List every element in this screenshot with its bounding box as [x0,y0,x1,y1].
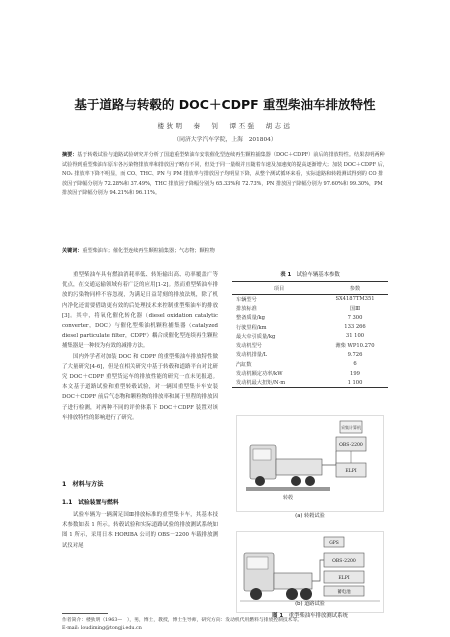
section-heading-1-1: 1.1 试验装置与燃料 [62,500,119,506]
table-row [232,341,388,350]
table-cell: 1 100 [322,378,388,387]
figure-caption-b: (b) 道路试验 [295,601,325,607]
table-cell: 最大牵引质量/kg [236,333,276,340]
table-row [232,350,388,359]
keywords-label: 关键词： [62,248,83,254]
table-caption: 试验车辆基本参数 [296,272,340,278]
table-cell: 潍柴 WP10.270 [335,343,375,350]
figure-caption-a: (a) 转毂试验 [295,513,325,519]
truck-tire [255,476,265,486]
affiliation: （同济大学汽车学院，上海 201804） [173,137,277,143]
truck-tire [300,588,312,600]
table-cell: 排放标准 [236,305,257,312]
table-cell: SX4187TM351 [335,296,375,303]
table-cell: 133 266 [344,324,366,331]
dyno-roller [246,487,330,491]
author-list: 楼狄明 秦 钊 谭丕强 胡志远 [157,122,293,130]
table-cell: 发动机排量/L [236,352,268,359]
intro-paragraph-1: 重型柴油车具有燃油消耗率低、转矩输出高、功率覆盖广等优点，在交通运输领域有着广泛的应用[1-2]。然而重型柴油车排放的污染物同样不容忽视，为满足日益苛刻的排放法规，除了机内净化还需要借助更有效的后处理技术来控制重型柴油车的排放[3]。其中，将氧化催化转化器（diesel oxidation catalytic converter，DOC）与催化型柴油机颗粒捕集器（catalyzed diesel particulate filter，CDPF）耦合成催化型连续再生颗粒捕集器是一种较为有效的减排方法。 [62,272,218,350]
abstract [62,151,388,199]
intro-column [62,270,218,423]
vehicle-parameter-table [232,281,388,388]
truck-illustration [244,553,312,600]
table-title [232,270,388,278]
table-row [232,378,388,387]
table-row [232,360,388,369]
obs-label: OBS-2200 [332,559,356,564]
truck-chassis [276,459,322,475]
paper-title: 基于道路与转毂的 DOC＋CDPF 重型柴油车排放特性 [74,97,376,112]
table-cell: 车辆型号 [236,296,257,303]
table-row [232,322,388,331]
table-cell: 汽缸数 [236,361,252,368]
table-cell: 9.726 [347,351,363,358]
table-row [232,369,388,378]
truck-illustration [250,445,322,486]
battery-label: 蓄电池 [337,590,351,595]
footnote-author: 作者简介：楼狄明（1963— ），男，博士，教授，博士生导师，研究方向：发动机代用燃料与排放控制技术等。 [62,618,303,623]
keywords-text: 重型柴油车；催化型连续再生颗粒捕集器；气态物；颗粒物 [82,248,215,254]
section-1-1-text: 试验车辆为一辆满足国Ⅲ排放标准的重型集卡车，其基本技术参数如表 1 所示。转毂试验和实际道路试验的排放测试系统如图 1 所示，采用日本 HORIBA 公司的 OBS－2200 车载排放测试仪对尾 [62,512,218,549]
table-row [232,304,388,313]
table-cell: 7 300 [347,314,363,321]
section-heading-1: 1 材料与方法 [62,481,104,488]
road-test-figure [236,518,384,626]
table-cell: 31 100 [345,333,365,340]
monitor-label: 采集计算机 [341,425,361,430]
elpi-label: ELPI [345,469,357,474]
truck-tire [250,588,262,600]
keywords [62,247,388,256]
table-cell: 199 [350,370,360,377]
exhaust-pipe [322,451,336,465]
table-row [232,313,388,322]
footnote [62,617,388,633]
intro-paragraph-2: 国内外学者对加装 DOC 和 CDPF 的重型柴油车排放特性做了大量研究[4-6]，但是在相关研究中基于转毂和道路平台对比研究 DOC＋CDPF 重型货运车的排放性能的研究一直未见报道。本文基于道路试验和重型转毂试验，对一辆国重型集卡车安装 DOC＋CDPF 前后气态物和颗粒物的排放率和属于里程的排放因子进行检测，对两种不同的评价体系下 DOC＋CDPF 装置对该车排放特性的影响进行了研究。 [62,353,218,421]
abstract-label: 摘要： [62,152,78,158]
dyno-test-figure [236,415,384,512]
truck-tire [291,476,301,486]
table-header-param: 参数 [322,282,388,295]
abstract-text: 基于转毂试验与道路试验研究并分析了国道重型柴油车安装催化型连续再生颗粒捕集器（DOC＋CDPF）前后的排放特性。结果表明两种试验得到重型柴油车原车各污染物排放率和排放因子略有不同，但处于同一量级并且随着车速及加速度的提高逐渐增大；加装 DOC＋CDPF 后，NOₓ 排放率下降不明显，而 CO、THC、PN 与 PM 排放率与排放因子均明显下降，从整个测试循环来看，实际道路和转毂测试得到的 CO 排放因子降幅分别为 72.28%和 37.49%，THC 排放因子降幅分别为 65.33%和 72.73%，PN 排放因子降幅分别为 97.60%和 99.30%，PM 排放因子降幅分别为 94.21%和 96.11%。 [62,152,388,197]
table-header-item: 项目 [232,282,322,295]
truck-chassis [274,573,312,589]
table-cell: 发动机型号 [236,343,262,350]
truck-windshield [247,557,268,569]
exhaust-pipe [312,560,324,581]
table-cell: 行驶里程/km [236,324,267,331]
table-cell: 发动机额定功率/kW [236,371,283,378]
gps-label: GPS [329,541,339,546]
dyno-label: 转毂 [282,495,294,501]
obs-label: OBS-2200 [339,443,363,448]
figure-label: 图 1 [272,613,284,619]
table-row [232,295,388,304]
table-row [232,332,388,341]
footnote-rule [62,613,108,614]
truck-tire [305,476,315,486]
footnote-email: E-mail: loudiming@tongji.edu.cn [62,626,142,631]
elpi-label: ELPI [338,576,350,581]
figure-caption: 重型柴油车排放测试系统 [288,613,348,619]
truck-tire [286,588,298,600]
table-label: 表 1 [280,272,292,278]
table-cell: 6 [353,361,357,368]
table-cell: 国Ⅲ [349,305,361,312]
table-cell: 整备质量/kg [236,315,265,322]
table-cell: 发动机最大扭矩/N·m [232,378,322,387]
truck-windshield [253,449,271,460]
